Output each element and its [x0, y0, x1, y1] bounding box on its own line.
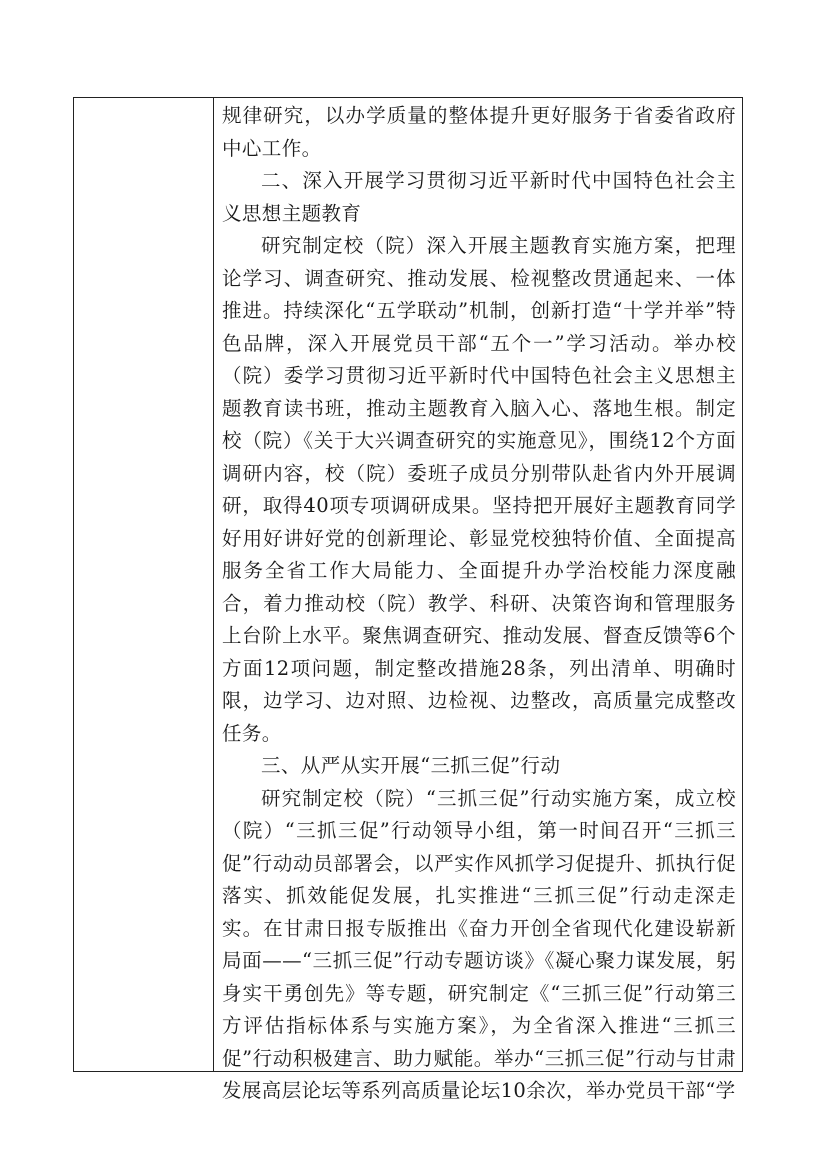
- section-heading-3: 三、从严从实开展“三抓三促”行动: [261, 754, 561, 777]
- paragraph-continuation: 规律研究，以办学质量的整体提升更好服务于省委省政府中心工作。: [222, 104, 736, 160]
- section-heading-2: 二、深入开展学习贯彻习近平新时代中国特色社会主义思想主题教育: [222, 169, 736, 225]
- paragraph-three-grasps: 研究制定校（院）“三抓三促”行动实施方案，成立校（院）“三抓三促”行动领导小组，第一时间召开“三抓三促”行动动员部署会，以严实作风抓学习促提升、抓执行促落实、抓效能促发展，扎实推进“三抓三促”行动走深走实。在甘肃日报专版推出《奋力开创全省现代化建设崭新局面——“三抓三促”行动专题访谈》《凝心聚力谋发展，躬身实干勇创先》等专题，研究制定《“三抓三促”行动第三方评估指标体系与实施方案》，为全省深入推进“三抓三促”行动积极建言、助力赋能。举办“三抓三促”行动与甘肃发展高层论坛等系列高质量论坛10余次，举办党员干部“学: [222, 786, 736, 1102]
- paragraph-theme-education: 研究制定校（院）深入开展主题教育实施方案，把理论学习、调查研究、推动发展、检视整改贯通起来、一体推进。持续深化“五学联动”机制，创新打造“十学并举”特色品牌，深入开展党员干部“五个一”学习活动。举办校（院）委学习贯彻习近平新时代中国特色社会主义思想主题教育读书班，推动主题教育入脑入心、落地生根。制定校（院）《关于大兴调查研究的实施意见》，围绕12个方面调研内容，校（院）委班子成员分别带队赴省内外开展调研，取得40项专项调研成果。坚持把开展好主题教育同学好用好讲好党的创新理论、彰显党校独特价值、全面提高服务全省工作大局能力、全面提升办学治校能力深度融合，着力推动校（院）教学、科研、决策咨询和管理服务上台阶上水平。聚焦调查研究、推动发展、督查反馈等6个方面12项问题，制定整改措施28条，列出清单、明确时限，边学习、边对照、边检视、边整改，高质量完成整改任务。: [222, 234, 736, 745]
- document-table: [73, 97, 743, 1102]
- table-left-column: [74, 98, 214, 1071]
- table-content-cell: [222, 100, 736, 1108]
